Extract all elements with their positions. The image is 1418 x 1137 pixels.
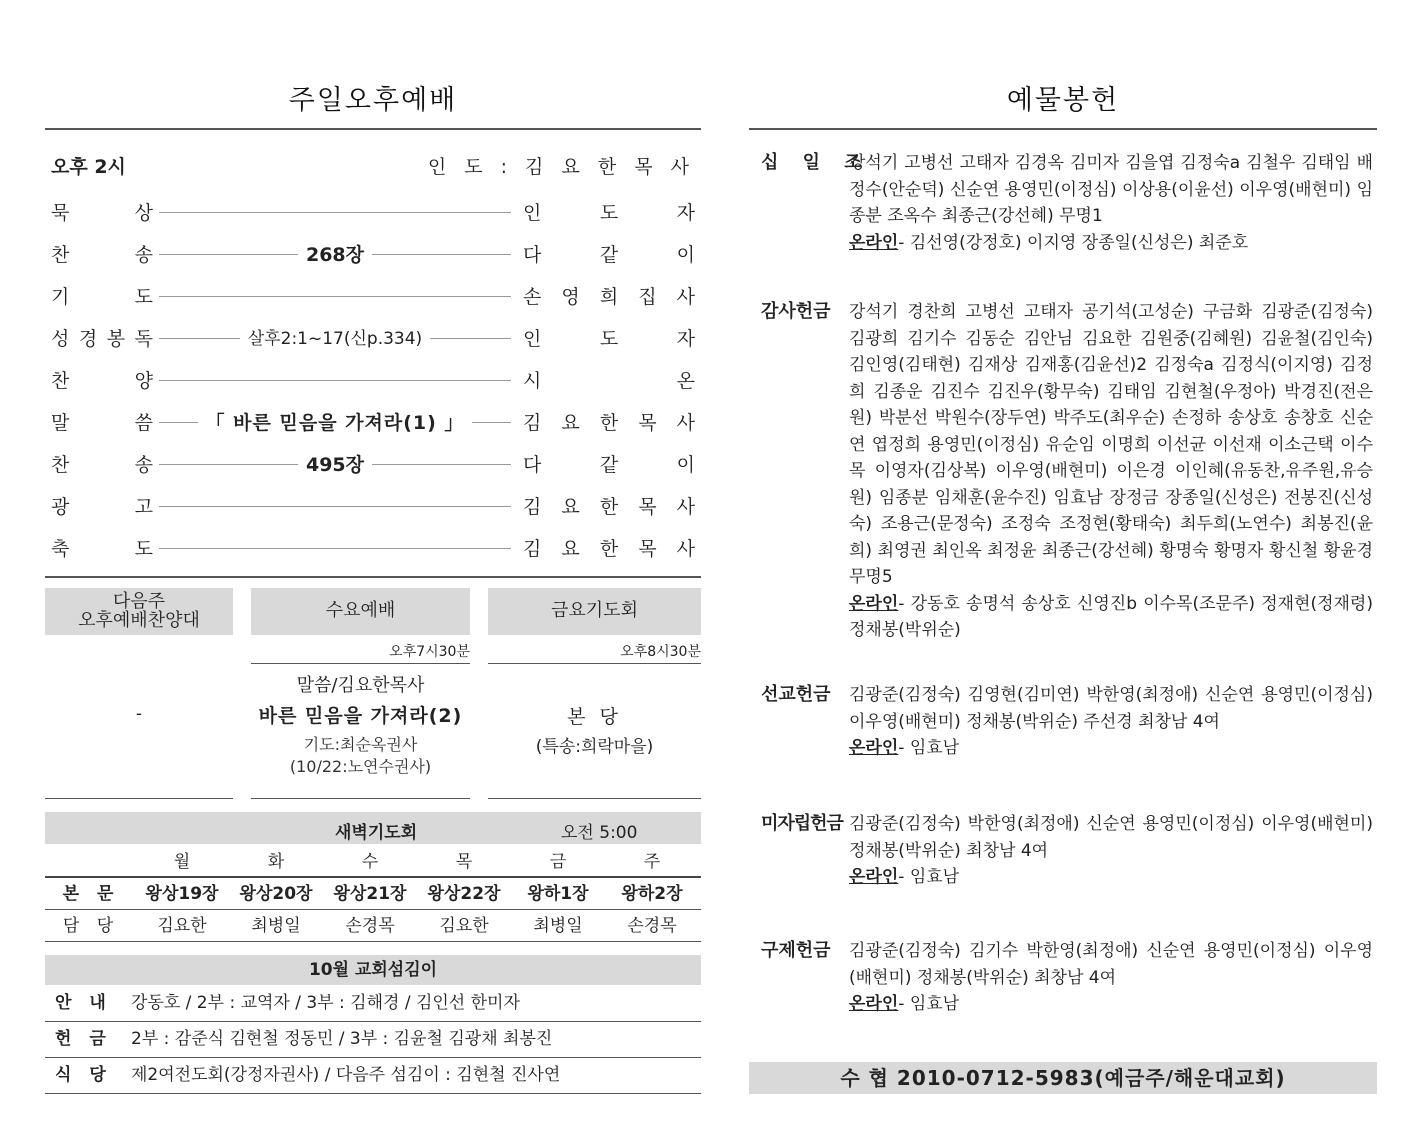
label-char: 사 bbox=[676, 538, 695, 560]
worship-title: 주일오후예배 bbox=[288, 85, 458, 116]
offering-label: 감사헌금 bbox=[761, 301, 831, 322]
label-char: 목 bbox=[638, 538, 657, 560]
sermon-title: 「 바른 믿음을 가져라(1) 」 bbox=[159, 408, 511, 435]
order-row bbox=[51, 534, 695, 564]
wednesday-time: 오후7시30분 bbox=[251, 641, 470, 664]
order-item-person bbox=[523, 408, 695, 435]
friday-content bbox=[488, 702, 701, 762]
online-label: 온라인 bbox=[849, 232, 899, 253]
label-char: 경 bbox=[78, 328, 98, 350]
label-char: 도 bbox=[599, 328, 619, 350]
online-names: - 강동호 송명석 송상호 신영진b 이수목(조문주) 정재현(정재령) 정채봉(박위순) bbox=[849, 593, 1373, 640]
service-row-text: 2부 : 감준식 김현철 정동민 / 3부 : 김윤철 김광채 최봉진 bbox=[131, 1029, 553, 1049]
label-char: 같 bbox=[599, 244, 619, 266]
day-label: 목 bbox=[455, 852, 473, 872]
dotted-leader bbox=[159, 548, 511, 549]
dawn-prayer-header bbox=[45, 812, 701, 844]
order-row bbox=[51, 450, 695, 480]
dawn-day-row bbox=[45, 846, 701, 878]
offering-names: 김광준(김정숙) 김기수 박한영(최정애) 신순연 용영민(이정심) 이우영(배현미) 정채봉(박위순) 최창남 4여 온라인- 임효남 bbox=[849, 941, 1373, 1014]
label-char: 이 bbox=[676, 244, 695, 266]
order-row bbox=[51, 282, 695, 312]
label-char: 인 bbox=[523, 202, 542, 224]
scripture-cell: 왕상19장 bbox=[145, 884, 219, 904]
day-label: 금 bbox=[549, 852, 567, 872]
label-char: 광 bbox=[51, 496, 70, 518]
label-char: 묵 bbox=[51, 202, 70, 224]
friday-time: 오후8시30분 bbox=[488, 641, 701, 664]
label-char: 봉 bbox=[106, 328, 126, 350]
label-char: 요 bbox=[561, 412, 580, 434]
worship-time: 오후 2시 bbox=[51, 156, 126, 178]
label-char: 요 bbox=[561, 538, 580, 560]
label-char: 다 bbox=[523, 244, 542, 266]
online-names: - 임효남 bbox=[898, 738, 960, 758]
day-label: 화 bbox=[267, 852, 285, 872]
label-char: 도 bbox=[134, 538, 153, 560]
label-char: 자 bbox=[676, 328, 695, 350]
label-char: 송 bbox=[134, 244, 153, 266]
choir-box-header bbox=[45, 588, 233, 635]
service-row-label: 식 당 bbox=[55, 1065, 112, 1085]
offering-names: 강석기 고병선 고태자 김경옥 김미자 김을엽 김정숙a 김철우 김태임 배정수(안순덕) 신순연 용영민(이정심) 이상용(이윤선) 이우영(배현미) 임종분 조옥수 최종근(강선혜) 무명1 온라인- 김선영(강정호) 이지영 장종일(신성은) 최준호 bbox=[849, 153, 1373, 253]
order-item-person bbox=[523, 198, 695, 225]
label-char: 온 bbox=[676, 370, 695, 392]
wednesday-prayer-next: (10/22:노연수권사) bbox=[289, 757, 432, 776]
label-char: 한 bbox=[599, 538, 619, 560]
label-char: 씀 bbox=[134, 412, 153, 434]
order-item-name bbox=[51, 534, 153, 561]
box-bottom-rule bbox=[488, 798, 701, 799]
friday-box-header: 금요기도회 bbox=[488, 588, 701, 635]
wednesday-prayer: 기도:최순옥권사 bbox=[303, 735, 418, 754]
online-label: 온라인 bbox=[849, 738, 899, 758]
order-item-detail: 268장 bbox=[159, 240, 511, 267]
online-label: 온라인 bbox=[849, 994, 899, 1014]
friday-special-song: (특송:희락마을) bbox=[535, 737, 654, 757]
leader-row-label: 담 당 bbox=[62, 916, 120, 936]
order-item-person bbox=[523, 534, 695, 561]
label-char: 도 bbox=[599, 202, 619, 224]
order-item-name bbox=[51, 198, 153, 225]
order-item-name bbox=[51, 324, 153, 351]
order-row bbox=[51, 240, 695, 270]
online-label: 온라인 bbox=[849, 593, 899, 614]
dotted-leader bbox=[159, 296, 511, 297]
label-char: 목 bbox=[638, 496, 657, 518]
section-divider bbox=[45, 576, 701, 578]
bank-account: 수 협 2010-0712-5983(예금주/해운대교회) bbox=[749, 1062, 1377, 1094]
label-char: 말 bbox=[51, 412, 70, 434]
label-char: 같 bbox=[599, 454, 619, 476]
order-item-person bbox=[523, 366, 695, 393]
order-item-detail: 495장 bbox=[159, 450, 511, 477]
label-char: 한 bbox=[599, 412, 619, 434]
worship-leader: 인 도 : 김 요 한 목 사 bbox=[427, 156, 695, 178]
label-char: 한 bbox=[599, 496, 619, 518]
order-row bbox=[51, 366, 695, 396]
label-char: 찬 bbox=[51, 244, 70, 266]
order-item-name bbox=[51, 450, 153, 477]
wednesday-content bbox=[251, 673, 470, 777]
order-item-detail: 살후2:1~17(신p.334) bbox=[159, 324, 511, 349]
label-char: 집 bbox=[638, 286, 657, 308]
label-char: 사 bbox=[676, 412, 695, 434]
order-item-name bbox=[51, 408, 153, 435]
offering-label: 구제헌금 bbox=[761, 940, 831, 961]
order-item-person bbox=[523, 492, 695, 519]
order-item-name bbox=[51, 240, 153, 267]
order-item-name bbox=[51, 282, 153, 309]
label-char: 사 bbox=[676, 496, 695, 518]
dawn-leader-row bbox=[45, 910, 701, 942]
label-char: 독 bbox=[134, 328, 153, 350]
label-char: 자 bbox=[676, 202, 695, 224]
order-row bbox=[51, 198, 695, 228]
label-char: 시 bbox=[523, 370, 542, 392]
service-row bbox=[45, 1022, 701, 1058]
wednesday-box-header: 수요예배 bbox=[251, 588, 470, 635]
wednesday-sermon-title: 바른 믿음을 가져라(2) bbox=[258, 705, 463, 727]
label-char: 이 bbox=[676, 454, 695, 476]
dawn-text-row bbox=[45, 878, 701, 910]
label-char: 기 bbox=[51, 286, 70, 308]
label-char: 성 bbox=[51, 328, 70, 350]
label-char: 찬 bbox=[51, 454, 70, 476]
leader-cell: 손경목 bbox=[345, 916, 395, 936]
offering-label: 선교헌금 bbox=[761, 684, 831, 705]
scripture-cell: 왕상22장 bbox=[427, 884, 501, 904]
label-char: 인 bbox=[523, 328, 542, 350]
scripture-cell: 왕하2장 bbox=[621, 884, 683, 904]
leader-cell: 최병일 bbox=[533, 916, 583, 936]
offering-title: 예물봉헌 bbox=[1006, 85, 1120, 116]
online-label: 온라인 bbox=[849, 867, 899, 887]
label-char: 축 bbox=[51, 538, 70, 560]
label-char: 김 bbox=[523, 538, 542, 560]
label-char: 사 bbox=[676, 286, 695, 308]
scripture-cell: 왕하1장 bbox=[527, 884, 589, 904]
label-char: 손 bbox=[523, 286, 542, 308]
box-bottom-rule bbox=[251, 798, 470, 799]
service-row-text: 제2여전도회(강정자권사) / 다음주 섬김이 : 김현철 진사연 bbox=[131, 1065, 561, 1085]
day-label: 주 bbox=[643, 852, 661, 872]
offering-names: 강석기 경찬희 고병선 고태자 공기석(고성순) 구금화 김광준(김정숙) 김광희 김기수 김동순 김안님 김요한 김원중(김혜원) 김윤철(김인숙) 김인영(김태현) 김재상 김재홍(김윤선)2 김정숙a 김정식(이지영) 김정희 김종운 김진수 김진우(황무숙) 김태임 김현철(우정아) 박경진(전은원) 박분선 박원수(장두연) 박주도(최우순) 손정하 송상호 송창호 신순연 엽정희 용영민(이정심) 유순임 이명희 이선균 이선재 이소근택 이수목 이영자(김상복) 이우영(배현미) 이은경 이인혜(유동찬,유주원,유승원) 임종분 임채훈(윤수진) 임효남 장정금 장종일(신성은) 전봉진(신성숙) 조용근(문정숙) 조정숙 조정현(황태숙) 최두희(노연수) 최봉진(윤 희) 최영권 최인옥 최정윤 최종근(강선혜) 황명숙 황명자 황신철 황윤경 무명5 온라인- 강동호 송명석 송상호 신영진b 이수목(조문주) 정재현(정재령) 정채봉(박위순) bbox=[849, 302, 1373, 640]
label-char: 고 bbox=[134, 496, 153, 518]
order-row bbox=[51, 408, 695, 438]
label-char: 찬 bbox=[51, 370, 70, 392]
label-char: 김 bbox=[523, 496, 542, 518]
dawn-prayer-time: 오전 5:00 bbox=[561, 823, 638, 843]
order-item-name bbox=[51, 366, 153, 393]
offering-names: 김광준(김정숙) 김영현(김미연) 박한영(최정애) 신순연 용영민(이정심) 이우영(배현미) 정채봉(박위순) 주선경 최창남 4여 온라인- 임효남 bbox=[849, 685, 1373, 758]
friday-location: 본 당 bbox=[567, 706, 622, 728]
online-names: - 김선영(강정호) 이지영 장종일(신성은) 최준호 bbox=[898, 232, 1249, 253]
online-names: - 임효남 bbox=[898, 994, 960, 1014]
choir-title-line1: 다음주 bbox=[112, 590, 166, 612]
service-row bbox=[45, 986, 701, 1022]
order-item-person bbox=[523, 450, 695, 477]
worship-time-line bbox=[51, 152, 695, 178]
choir-content: - bbox=[135, 704, 143, 724]
service-team-title: 10월 교회섬김이 bbox=[45, 955, 701, 985]
order-item-name bbox=[51, 492, 153, 519]
scripture-cell: 왕상20장 bbox=[239, 884, 313, 904]
leader-cell: 손경목 bbox=[627, 916, 677, 936]
service-row-text: 강동호 / 2부 : 교역자 / 3부 : 김해경 / 김인선 한미자 bbox=[131, 993, 520, 1013]
label-char: 영 bbox=[561, 286, 580, 308]
offering-label: 미자립헌금 bbox=[761, 813, 843, 834]
service-row-label: 안 내 bbox=[55, 993, 112, 1013]
leader-cell: 최병일 bbox=[251, 916, 301, 936]
dotted-leader bbox=[159, 380, 511, 381]
dotted-leader bbox=[159, 212, 511, 213]
service-row bbox=[45, 1058, 701, 1094]
text-row-label: 본 문 bbox=[62, 884, 120, 904]
order-row bbox=[51, 324, 695, 354]
title-divider bbox=[45, 128, 701, 130]
label-char: 도 bbox=[134, 286, 153, 308]
label-char: 김 bbox=[523, 412, 542, 434]
label-char: 양 bbox=[134, 370, 153, 392]
offering-label: 십 일 조 bbox=[761, 152, 871, 173]
service-row-label: 헌 금 bbox=[55, 1029, 112, 1049]
day-label: 수 bbox=[361, 852, 379, 872]
wednesday-preacher: 말씀/김요한목사 bbox=[296, 675, 425, 696]
order-item-person bbox=[523, 240, 695, 267]
label-char: 상 bbox=[134, 202, 153, 224]
title-divider bbox=[749, 128, 1377, 130]
day-label: 월 bbox=[173, 852, 191, 872]
choir-title-line2: 오후예배찬양대 bbox=[78, 609, 200, 631]
offering-names: 김광준(김정숙) 박한영(최정애) 신순연 용영민(이정심) 이우영(배현미) 정채봉(박위순) 최창남 4여 온라인- 임효남 bbox=[849, 814, 1373, 887]
label-char: 다 bbox=[523, 454, 542, 476]
label-char: 송 bbox=[134, 454, 153, 476]
scripture-cell: 왕상21장 bbox=[333, 884, 407, 904]
dotted-leader bbox=[159, 506, 511, 507]
label-char: 희 bbox=[599, 286, 619, 308]
label-char: 요 bbox=[561, 496, 580, 518]
leader-cell: 김요한 bbox=[157, 916, 207, 936]
order-item-person bbox=[523, 324, 695, 351]
leader-cell: 김요한 bbox=[439, 916, 489, 936]
box-bottom-rule bbox=[45, 798, 233, 799]
order-item-person bbox=[523, 282, 695, 309]
order-row bbox=[51, 492, 695, 522]
dawn-prayer-title: 새벽기도회 bbox=[335, 823, 418, 843]
online-names: - 임효남 bbox=[898, 867, 960, 887]
label-char: 목 bbox=[638, 412, 657, 434]
